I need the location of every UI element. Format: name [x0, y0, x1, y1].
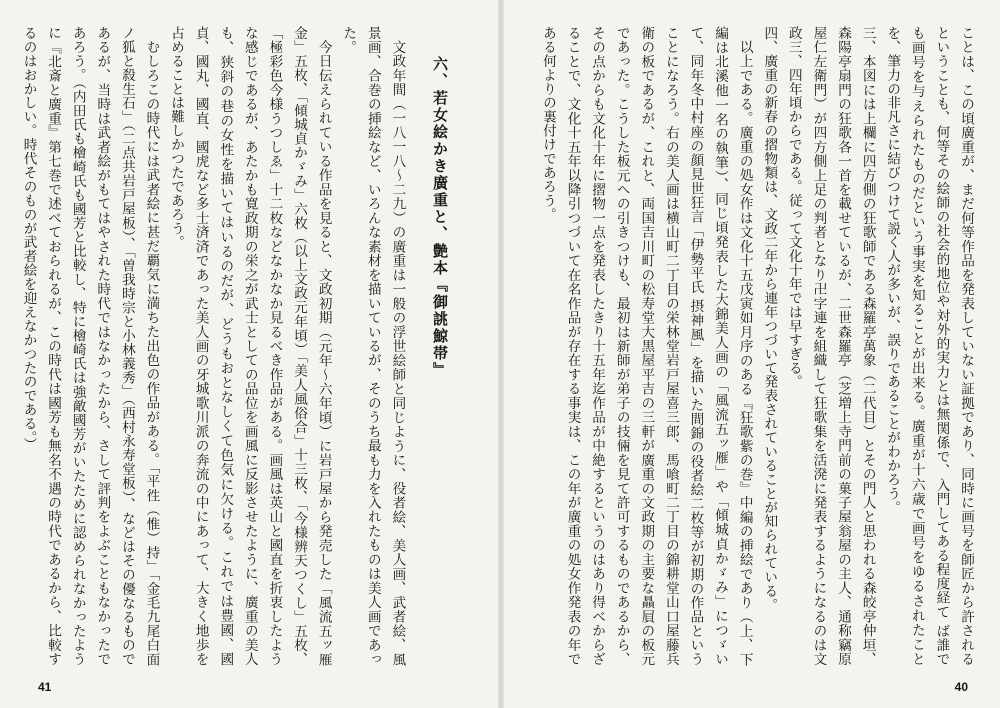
page-number: 40 [954, 680, 968, 694]
paragraph: ことは、この頃廣重が、まだ何等作品を発表していない証拠であり、同時に画号を師匠から許されるということも、何等その絵師の社会的地位や対外的実力とは無関係で、入門してある程度経て ば誰でも画号を与えられたものだという事実を知ることが出来る。廣重が十六歳で画号をゆるされたことを、筆力の非凡さに結びつけて説く人が多いが、誤りであることがわかろう。 [884, 26, 974, 666]
numbered-item: 三、本図には上欄に四方側の狂歌師である森羅亭萬象（二代目）とその門人と思われる森皎亭仲垣、森陽亭扇門の狂歌各一首を載せているが、二世森羅亭（芝増上寺門前の菓子屋翁屋の主人、通称竊原屋仁左衛門）が四方側上足の判者となり卍字連を組織して狂歌集を活溌に発表するようになるのは文政三、四年頃からである。従って文化十年では早すぎる。 [785, 26, 876, 666]
section-heading: 六、若女絵かき廣重と、艶本『御誂鯨帯』 [431, 56, 449, 379]
left-page-body [20, 26, 478, 666]
paragraph: むしろこの時代には武者絵に甚だ覇気に満ちた出色の作品がある。「平徃（惟）持」「金毛九尾白面ノ狐と殺生石」（二点共岩戸屋板）、「曽我時宗と小林義秀」（西村永寿堂板）、などはその優なるものであるが、当時は武者絵がもてはやされた時代ではなかったから、さして評判をよぶこともなかったであろう。（内田氏も檜崎氏も國芳と比較し、特に檜崎氏は強敵國芳がいたために認められなかったように『北斎と廣重』第七巻で述べておられるが、この時代は國芳も無名不遇の時代であるから、比較するのはおかしい。時代そのものが武者絵を迎えなかつたのである。） [20, 26, 160, 666]
page-number: 41 [38, 680, 52, 694]
paragraph: 以上である。廣重の処女作は文化十五戊寅如月序のある『狂歌紫の巻』中編の挿絵であり（上、下編は北溪他一名の執筆）、同じ頃発表した大錦美人画の「風流五ッ雁」や「傾城貞かゞみ」につゞいて、同年冬中村座の顔見世狂言「伊勢平氏 摂神風」を描いた間錦の役者絵二枚等が初期の作品ということになろう。右の美人画は横山町二丁目の栄林堂岩戸屋喜三郎、馬喰町二丁目の錦耕堂山口屋藤兵衛の板であるが、これと、両国吉川町の松寿堂大黒屋平吉の三軒が廣重の文政期の主要な贔屓の板元であった。こうした板元への引きつけも、最初は新師が弟子の技倆を見て許可するものであるから、その点からも文化十年に摺物一点を発表したきり十五年迄作品が中絶するというのはあり得べからざることで、文化十五年以降引つづいて在名作品が存在する事実は、この年が廣重の処女作発表の年である何よりの裏付けであろう。 [539, 26, 753, 666]
left-page [0, 0, 498, 708]
paragraph: 今日伝えられている作品を見ると、文政初期（元年～六年頃）に岩戸屋から発売した「風流五ッ雁金」五枚、「傾城貞かゞみ」六枚（以上文政元年頃）「美人風俗合」十三枚、「今様辨天つくし」五枚、「極彩色今様うつしゑ」十二枚などなかなか見るべき作品がある。画風は英山と國直を折衷したような感じであるが、あたかも寛政期の栄之が武士としての品位を画風に反影させたように、廣重の美人も、狭斜の巷の女性を描いてはいるのだが、どうもおとなしくて色気に欠ける。これでは豊國、國貞、國丸、國直、國虎など多士済済であった美人画の牙城歌川派の奔流の中にあって、大きく地歩を占めることは難しかつたであろう。 [168, 26, 332, 666]
right-page [504, 0, 1000, 708]
right-page-body [516, 26, 978, 666]
numbered-item: 四、廣重の新春の摺物類は、文政二年から連年つづいて発表されていることが知られている。 [761, 26, 778, 612]
paragraph: 文政年間（一八一八～二九）の廣重は一般の浮世絵師と同じように、役者絵、美人画、武者絵、風景画、合巻の挿絵など、いろんな素材を描いているが、そのうち最も力を入れたものは美人画であった。 [340, 26, 406, 666]
